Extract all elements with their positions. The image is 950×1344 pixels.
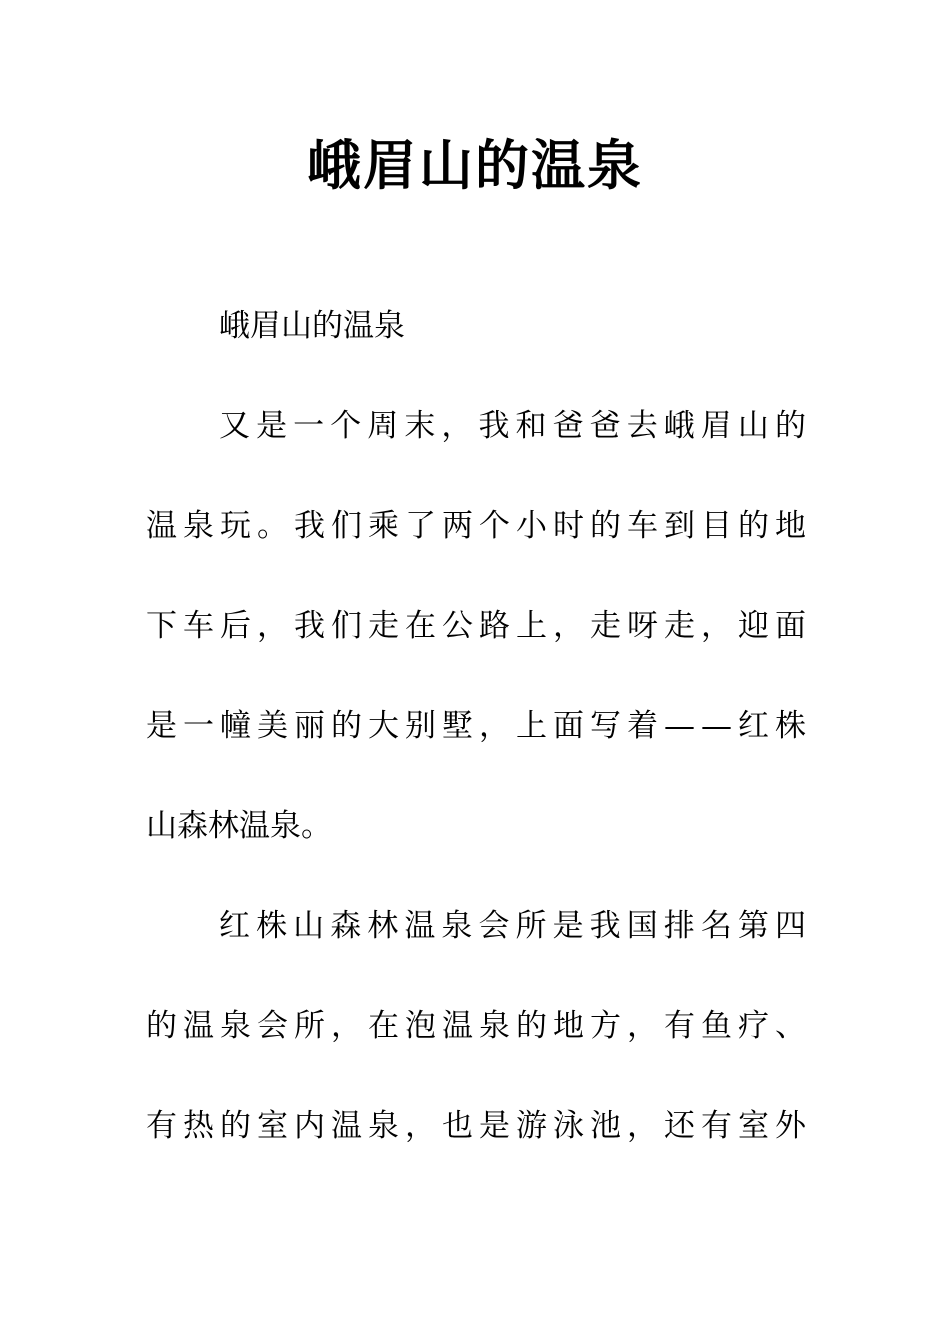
text-line (146, 900, 806, 1000)
text-glyph: ， (627, 1108, 658, 1144)
text-glyph: 山 (293, 908, 325, 944)
text-glyph: 排 (663, 908, 695, 944)
text-glyph: 温 (146, 508, 177, 544)
text-glyph: 有 (146, 1108, 177, 1144)
text-glyph: 的 (146, 1008, 177, 1044)
text-glyph: 车 (183, 608, 214, 644)
text-glyph: ， (405, 1108, 436, 1144)
text-glyph: 在 (368, 1008, 399, 1044)
text-glyph: 下 (146, 608, 177, 644)
text-glyph: 小 (516, 508, 547, 544)
text-glyph: 爸 (589, 408, 621, 444)
text-glyph: 是 (479, 1108, 510, 1144)
text-glyph: 山 (737, 408, 769, 444)
text-glyph: 两 (442, 508, 473, 544)
text-glyph: 第 (737, 908, 769, 944)
text-line (146, 1100, 806, 1200)
text-glyph: 株 (256, 908, 288, 944)
text-glyph: 泉 (441, 908, 473, 944)
text-glyph: 们 (331, 608, 362, 644)
text-glyph: 上 (516, 608, 547, 644)
text-glyph: 疗 (738, 1008, 769, 1044)
text-glyph: 是 (146, 708, 177, 744)
text-glyph: 泳 (553, 1108, 584, 1144)
text-glyph: 的 (774, 408, 806, 444)
text-glyph: 末 (404, 408, 436, 444)
text-glyph: 我 (294, 608, 325, 644)
text-glyph: 的 (590, 508, 621, 544)
text-glyph: 呀 (627, 608, 658, 644)
text-glyph: 所 (515, 908, 547, 944)
text-glyph: 周 (367, 408, 399, 444)
text-line: 山森林温泉。 (146, 808, 332, 844)
text-glyph: 方 (590, 1008, 621, 1044)
text-glyph: 我 (589, 908, 621, 944)
text-glyph: 泉 (479, 1008, 510, 1044)
text-glyph: 时 (553, 508, 584, 544)
text-glyph: 路 (479, 608, 510, 644)
text-glyph: 林 (367, 908, 399, 944)
text-glyph: 车 (627, 508, 658, 544)
document-body (146, 300, 806, 1200)
text-glyph: 的 (220, 1108, 251, 1144)
text-glyph: 游 (516, 1108, 547, 1144)
text-glyph: 大 (368, 708, 399, 744)
text-glyph: 是 (552, 908, 584, 944)
text-glyph: 热 (183, 1108, 214, 1144)
text-glyph: 国 (626, 908, 658, 944)
text-glyph: ， (627, 1008, 658, 1044)
text-line (146, 500, 806, 600)
text-glyph: 泉 (368, 1108, 399, 1144)
text-glyph: — (701, 708, 732, 744)
text-glyph: 丽 (294, 708, 325, 744)
text-glyph: 的 (516, 1008, 547, 1044)
text-glyph: 们 (331, 508, 362, 544)
text-glyph: ， (257, 608, 288, 644)
text-line (146, 400, 806, 500)
text-glyph: 去 (626, 408, 658, 444)
text-glyph: 温 (331, 1108, 362, 1144)
text-glyph: ， (441, 408, 473, 444)
text-glyph: 眉 (700, 408, 732, 444)
text-glyph: 内 (294, 1108, 325, 1144)
text-glyph: 泡 (405, 1008, 436, 1044)
text-glyph: ， (701, 608, 732, 644)
text-line (146, 1000, 806, 1100)
text-glyph: 温 (183, 1008, 214, 1044)
text-glyph: 鱼 (701, 1008, 732, 1044)
text-glyph: 红 (738, 708, 769, 744)
text-glyph: 温 (404, 908, 436, 944)
text-glyph: 面 (775, 608, 806, 644)
text-glyph: 个 (330, 408, 362, 444)
text-glyph: 和 (515, 408, 547, 444)
text-glyph: 株 (775, 708, 806, 744)
text-glyph: 走 (368, 608, 399, 644)
text-line (146, 600, 806, 700)
text-glyph: 公 (442, 608, 473, 644)
text-glyph: 泉 (220, 1008, 251, 1044)
text-glyph: 的 (331, 708, 362, 744)
text-line (146, 700, 806, 800)
text-glyph: 泉 (183, 508, 214, 544)
text-glyph: 、 (775, 1008, 806, 1044)
text-glyph: 还 (664, 1108, 695, 1144)
text-glyph: 到 (664, 508, 695, 544)
text-glyph: 玩 (220, 508, 251, 544)
text-glyph: 是 (256, 408, 288, 444)
text-glyph: 上 (516, 708, 547, 744)
text-glyph: 一 (183, 708, 214, 744)
text-glyph: 池 (590, 1108, 621, 1144)
text-glyph: 着 (627, 708, 658, 744)
text-glyph: 美 (257, 708, 288, 744)
text-glyph: 爸 (552, 408, 584, 444)
text-glyph: 目 (701, 508, 732, 544)
text-glyph: 写 (590, 708, 621, 744)
text-glyph: ， (479, 708, 510, 744)
text-glyph: ， (553, 608, 584, 644)
text-glyph: 乘 (368, 508, 399, 544)
text-glyph: 四 (774, 908, 806, 944)
text-glyph: 又 (219, 408, 250, 444)
text-glyph: 在 (405, 608, 436, 644)
text-glyph: 走 (590, 608, 621, 644)
text-glyph: 地 (775, 508, 806, 544)
text-glyph: 迎 (738, 608, 769, 644)
text-glyph: 外 (775, 1108, 806, 1144)
text-glyph: 我 (478, 408, 510, 444)
text-glyph: 温 (442, 1008, 473, 1044)
text-glyph: 峨 (663, 408, 695, 444)
text-glyph: 后 (220, 608, 251, 644)
text-glyph: 会 (478, 908, 510, 944)
text-glyph: 个 (479, 508, 510, 544)
text-glyph: 面 (553, 708, 584, 744)
document-title: 峨眉山的温泉 (307, 134, 643, 197)
text-glyph: 的 (738, 508, 769, 544)
text-glyph: 也 (442, 1108, 473, 1144)
text-glyph: 室 (257, 1108, 288, 1144)
text-glyph: — (664, 708, 695, 744)
text-glyph: 了 (405, 508, 436, 544)
text-glyph: ， (331, 1008, 362, 1044)
text-glyph: 室 (738, 1108, 769, 1144)
text-glyph: 墅 (442, 708, 473, 744)
text-glyph: 一 (293, 408, 325, 444)
text-glyph: 别 (405, 708, 436, 744)
text-glyph: 。 (257, 508, 288, 544)
text-glyph: 有 (701, 1108, 732, 1144)
paragraph-heading-line: 峨眉山的温泉 (219, 308, 405, 344)
text-glyph: 有 (664, 1008, 695, 1044)
text-glyph: 幢 (220, 708, 251, 744)
text-glyph: 我 (294, 508, 325, 544)
text-glyph: 会 (257, 1008, 288, 1044)
text-glyph: 森 (330, 908, 362, 944)
text-glyph: 地 (553, 1008, 584, 1044)
text-glyph: 所 (294, 1008, 325, 1044)
text-glyph: 走 (664, 608, 695, 644)
text-glyph: 红 (219, 908, 250, 944)
text-glyph: 名 (700, 908, 732, 944)
